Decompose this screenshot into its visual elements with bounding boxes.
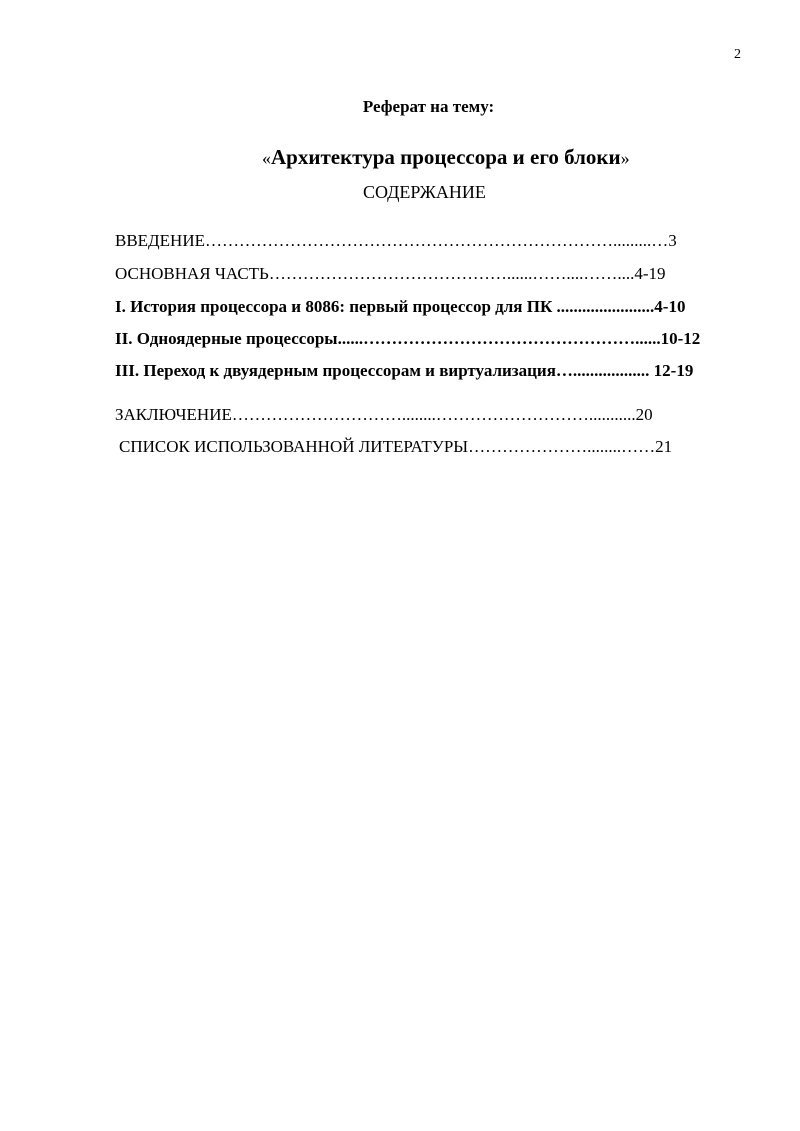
subject-line: Реферат на тему: xyxy=(362,97,495,116)
page-number: 2 xyxy=(734,47,741,62)
title-text: Архитектура процессора и его блоки xyxy=(271,145,621,169)
title-close-quote: » xyxy=(620,148,630,168)
title-open-quote: « xyxy=(262,148,271,168)
toc-item-section-1: I. История процессора и 8086: первый процессор для ПК .......................4-10 xyxy=(115,297,686,316)
toc-item-conclusion: ЗАКЛЮЧЕНИЕ…………………………........………………………...........20 xyxy=(115,405,653,424)
contents-heading: СОДЕРЖАНИЕ xyxy=(363,182,486,202)
document-title xyxy=(262,145,630,170)
toc-item-section-3: III. Переход к двуядерным процессорам и виртуализация….................. 12-19 xyxy=(115,361,694,380)
toc-item-introduction: ВВЕДЕНИЕ……………………………………………………………….........…3 xyxy=(115,231,677,250)
toc-item-main-part: ОСНОВНАЯ ЧАСТЬ……………………………………......……....……....4-19 xyxy=(115,264,666,283)
toc-item-references: СПИСОК ИСПОЛЬЗОВАННОЙ ЛИТЕРАТУРЫ…………………........……21 xyxy=(119,437,673,456)
toc-item-section-2: II. Одноядерные процессоры......…………………………………………......10-12 xyxy=(115,329,701,348)
